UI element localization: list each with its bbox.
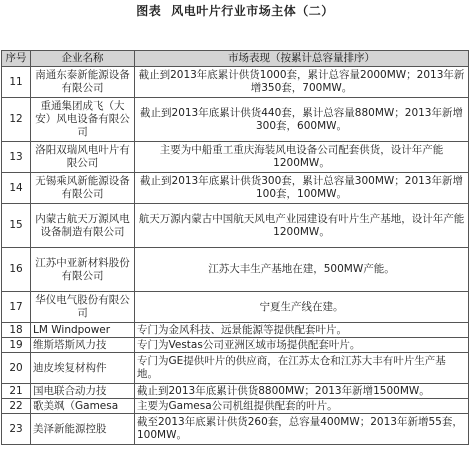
company-name: 华仪电气股份有限公司 [31,292,135,323]
company-name: 迪皮埃复材构件 [31,353,135,384]
company-name: 洛阳双瑞风电叶片有限公司 [31,142,135,173]
table-row [2,414,469,445]
company-name: 维斯塔斯风力技 [31,338,135,353]
market-players-table [1,50,469,445]
table-row [2,384,469,399]
table-row [2,353,469,384]
company-name: 国电联合动力技 [31,384,135,399]
header-no: 序号 [2,51,31,67]
market-performance: 专门为GE提供叶片的供应商，在江苏太仓和江苏大丰有叶片生产基地。 [135,353,469,384]
market-performance: 主要为中船重工重庆海装风电设备公司配套供货，设计年产能1200MW。 [135,142,469,173]
row-no: 20 [2,353,31,384]
market-performance: 截至2013年底累计供货260套，总容量400MW；2013年新增55套，100MW。 [135,414,469,445]
market-performance: 江苏大丰生产基地在建，500MW产能。 [135,248,469,292]
company-name: 美泽新能源控股 [31,414,135,445]
figure-caption [0,0,470,22]
row-no: 21 [2,384,31,399]
company-name: 内蒙古航天万源风电设备制造有限公司 [31,204,135,248]
row-no: 15 [2,204,31,248]
company-name: 重通集团成飞（大安）风电设备有限公司 [31,98,135,142]
market-performance: 主要为Gamesa公司机组提供配套的叶片。 [135,399,469,414]
row-no: 14 [2,173,31,204]
market-performance: 专门为金风科技、远景能源等提供配套叶片。 [135,323,469,338]
table-row [2,204,469,248]
row-no: 19 [2,338,31,353]
table-row [2,338,469,353]
table-header-row [2,51,469,67]
row-no: 18 [2,323,31,338]
table-row [2,248,469,292]
row-no: 22 [2,399,31,414]
table-row [2,67,469,98]
company-name: 无锡乘风新能源设备有限公司 [31,173,135,204]
market-performance: 航天万源内蒙古中国航天风电产业园建设有叶片生产基地，设计年产能1200MW。 [135,204,469,248]
row-no: 17 [2,292,31,323]
header-performance: 市场表现（按累计总容量排序） [135,51,469,67]
caption-title: 风电叶片行业市场主体（二） [171,4,334,18]
table-row [2,98,469,142]
market-performance: 截止到2013年底累计供货8800MW；2013年新增1500MW。 [135,384,469,399]
company-name: 歌美飒（Gamesa [31,399,135,414]
table-row [2,292,469,323]
market-performance: 宁夏生产线在建。 [135,292,469,323]
company-name: 江苏中亚新材料股份有限公司 [31,248,135,292]
market-performance: 截止到2013年底累计供货1000套，累计总容量2000MW；2013年新增350套，700MW。 [135,67,469,98]
company-name: 南通东泰新能源设备有限公司 [31,67,135,98]
table-row [2,323,469,338]
row-no: 12 [2,98,31,142]
market-performance: 截止到2013年底累计供货440套，累计总容量880MW；2013年新增300套，600MW。 [135,98,469,142]
row-no: 16 [2,248,31,292]
table-row [2,173,469,204]
header-company: 企业名称 [31,51,135,67]
table-row [2,142,469,173]
row-no: 11 [2,67,31,98]
caption-label: 图表 [136,4,162,18]
table-row [2,399,469,414]
market-performance: 截止到2013年底累计供货300套，累计总容量300MW；2013年新增100套，100MW。 [135,173,469,204]
row-no: 13 [2,142,31,173]
market-performance: 专门为Vestas公司亚洲区域市场提供配套叶片。 [135,338,469,353]
row-no: 23 [2,414,31,445]
company-name: LM Windpower [31,323,135,338]
